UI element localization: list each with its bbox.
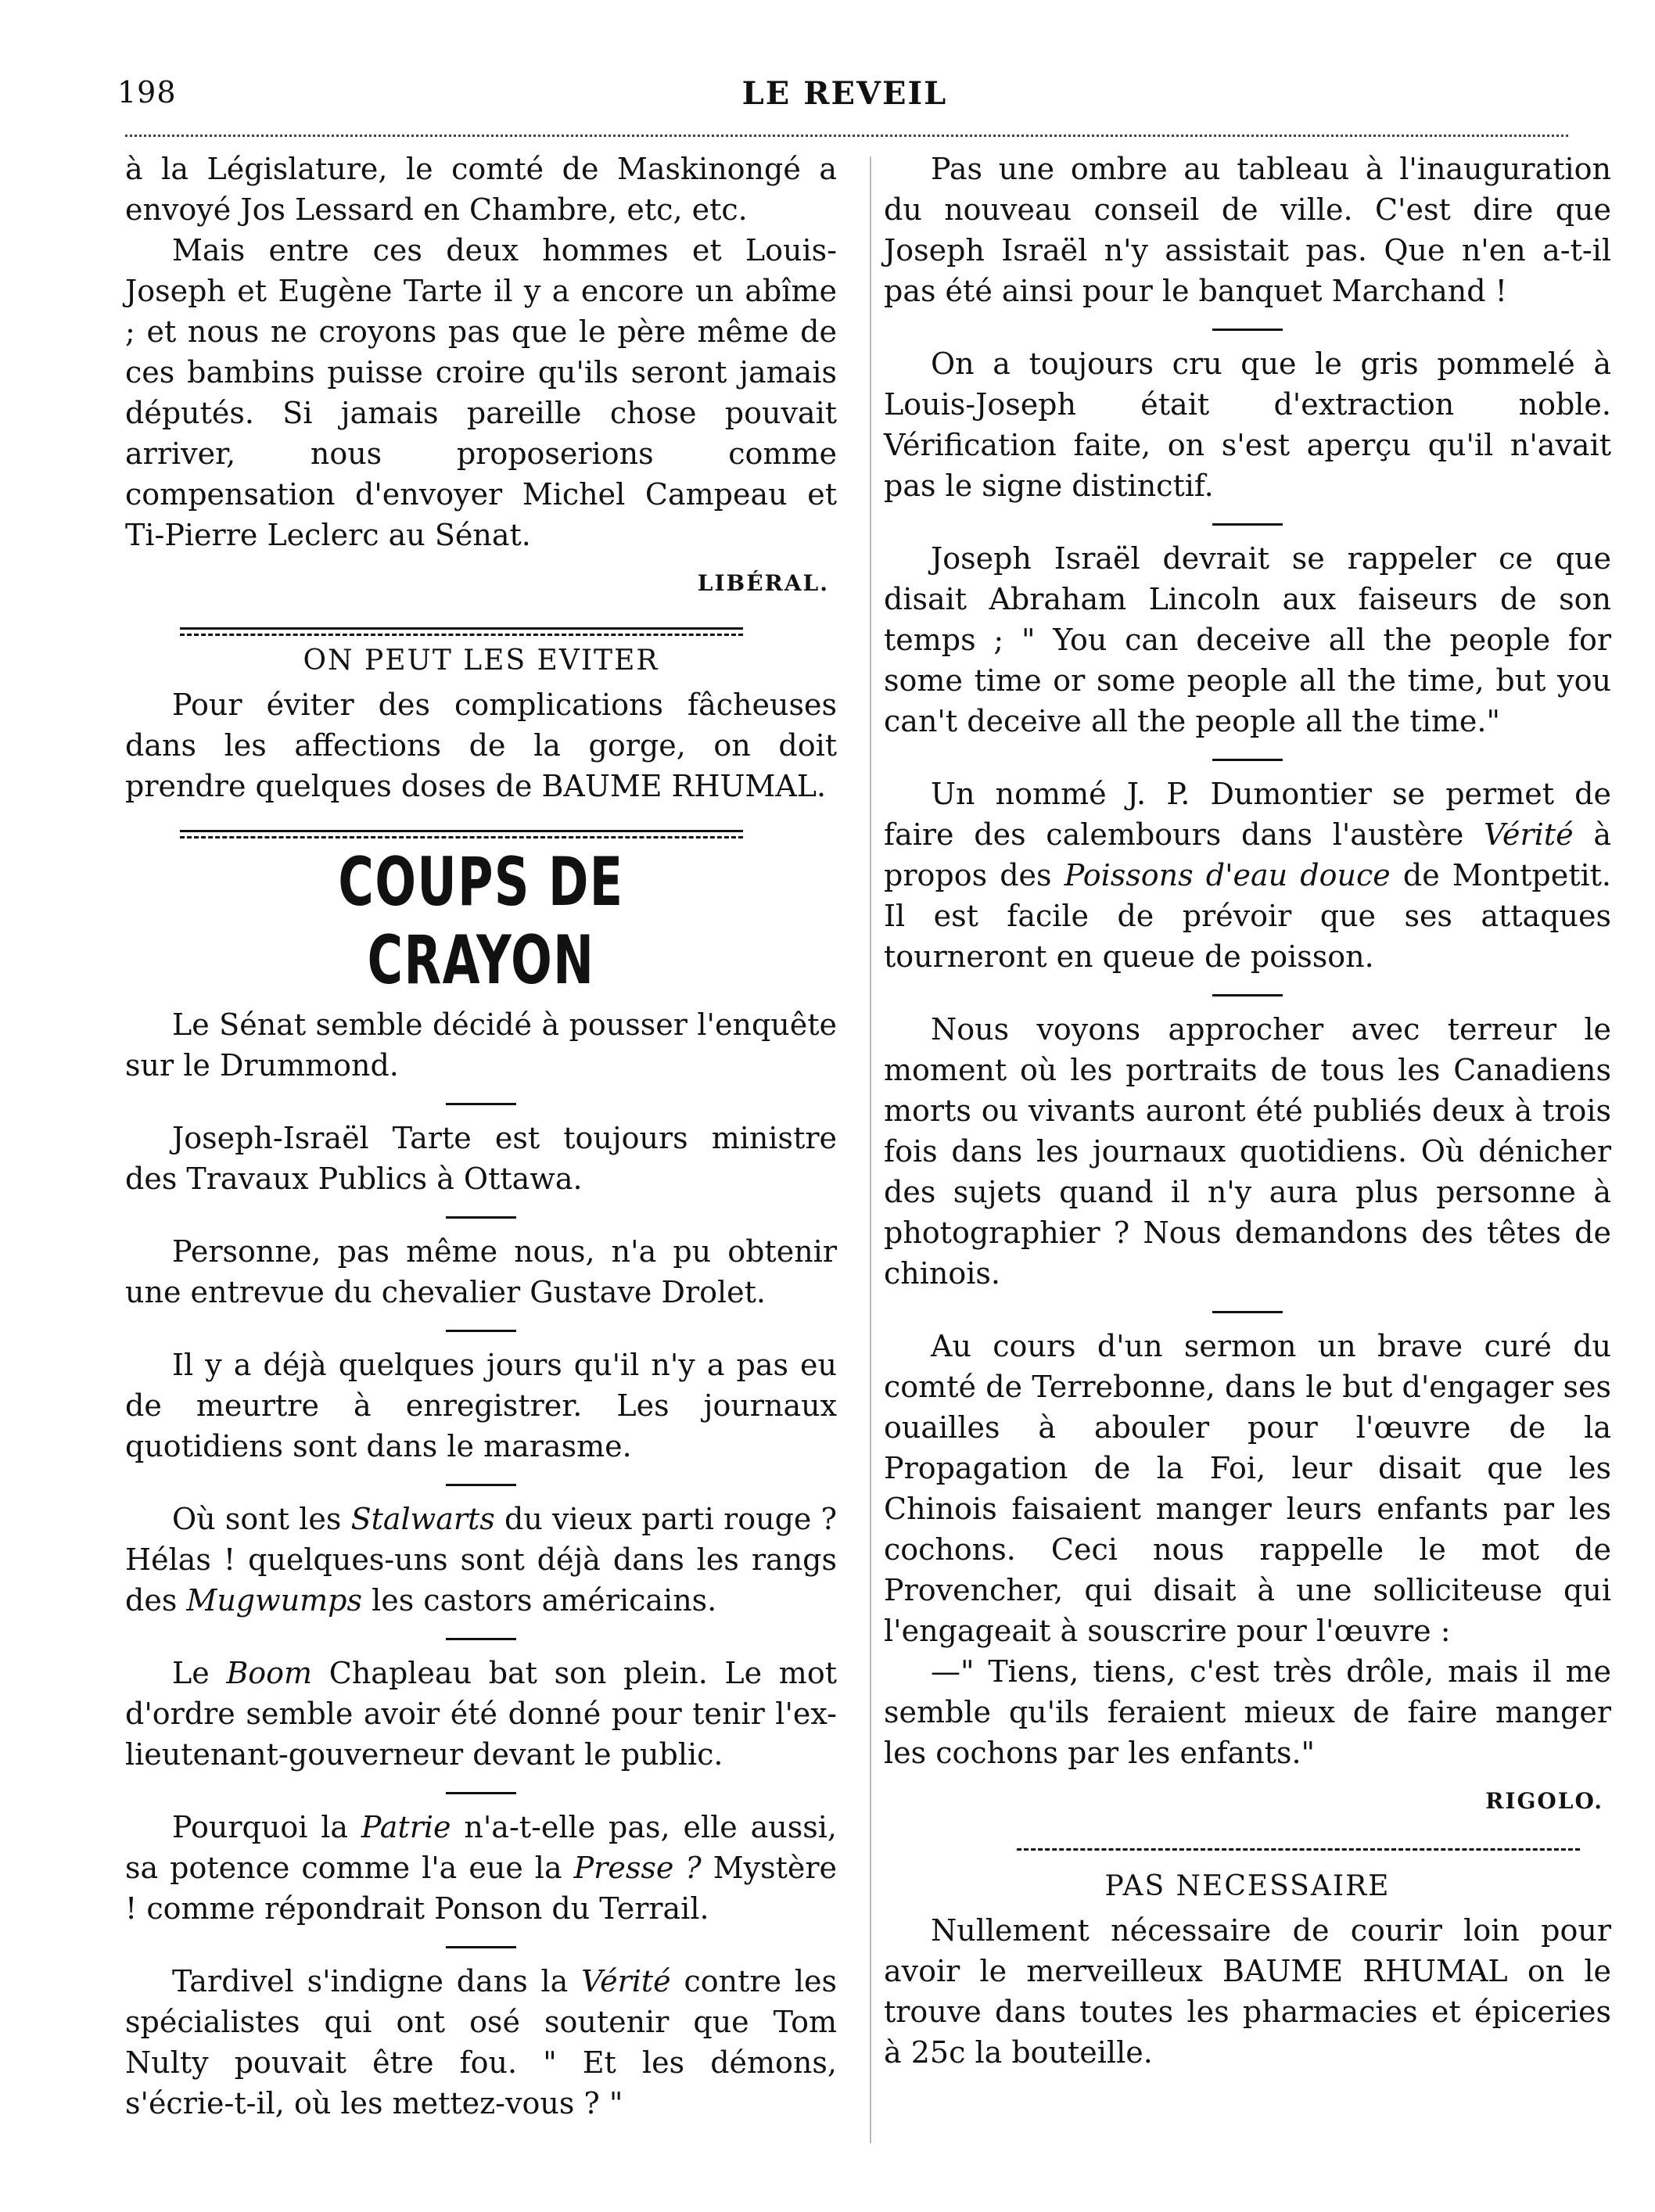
item-separator [1212, 329, 1283, 331]
news-item: Le Sénat semble décidé à pousser l'enquête sur le Drummond. [125, 1007, 837, 1083]
news-item: Au cours d'un sermon un brave curé du comté de Terrebonne, dans le but d'engager ses ouailles à abouler pour l'œuvre de la Propagation de la Foi, leur disait que les Chinois faisaient manger leurs enfants par les cochons. Ceci nous rappelle le mot de Provencher, qui disait à une solliciteuse qui l'engageait à souscrire pour l'œuvre : [884, 1329, 1611, 1648]
news-item [125, 1499, 837, 1621]
right-column [884, 149, 1611, 2073]
item-separator [446, 1330, 516, 1332]
news-item: Personne, pas même nous, n'a pu obtenir une entrevue du chevalier Gustave Drolet. [125, 1234, 837, 1309]
section-rule [180, 627, 743, 630]
text-run: Mystère ! comme répondrait Ponson du Terrail. [125, 1851, 837, 1926]
news-item [884, 774, 1611, 977]
item-separator [446, 1638, 516, 1640]
text-run: contre les spécialistes qui ont osé soutenir que Tom Nulty pouvait être fou. " Et les démons, s'écrie-t-il, où les mettez-vous ? " [125, 1964, 837, 2120]
ad-heading: PAS NECESSAIRE [1104, 1870, 1391, 1902]
text-run: Chapleau bat son plein. Le mot d'ordre semble avoir été donné pour tenir l'ex-lieutenant-gouverneur devant le public. [125, 1656, 837, 1772]
news-item: Pas une ombre au tableau à l'inauguration du nouveau conseil de ville. C'est dire que Joseph Israël n'y assistait pas. Que n'en a-t-il pas été ainsi pour le banquet Marchand ! [884, 152, 1611, 308]
italic-run: Mugwumps [186, 1583, 362, 1618]
signature: RIGOLO. [1485, 1788, 1603, 1814]
text-run: du vieux parti rouge ? Hélas ! quelques-uns sont déjà dans les rangs des [125, 1502, 837, 1618]
item-separator [1212, 759, 1283, 761]
item-separator [446, 1484, 516, 1486]
text-run: les castors américains. [361, 1583, 717, 1618]
ad-body: Nullement nécessaire de courir loin pour avoir le merveilleux BAUME RHUMAL on le trouve dans toutes les pharmacies et épiceries à 25c la bouteille. [884, 1913, 1611, 2070]
text-run: Le [172, 1656, 227, 1690]
italic-run: Vérité [581, 1964, 671, 1998]
intro-paragraph: Mais entre ces deux hommes et Louis-Joseph et Eugène Tarte il y a encore un abîme ; et nous ne croyons pas que le père même de ces bambins puisse croire qu'ils seront jamais députés. Si jamais pareille chose pouvait arriver, nous proposerions comme compensation d'envoyer Michel Campeau et Ti-Pierre Leclerc au Sénat. [125, 233, 837, 552]
quote-paragraph: —" Tiens, tiens, c'est très drôle, mais il me semble qu'ils feraient mieux de faire manger les cochons par les enfants." [884, 1654, 1611, 1770]
section-rule [180, 830, 743, 832]
signature: LIBÉRAL. [697, 570, 829, 596]
running-title: LE REVEIL [741, 75, 948, 112]
text-run: Pourquoi la [172, 1810, 361, 1844]
italic-run: Boom [226, 1656, 313, 1690]
item-separator [1212, 1311, 1283, 1313]
item-separator [446, 1946, 516, 1948]
text-run: Un nommé J. P. Dumontier se permet de faire des calembours dans l'austère [884, 777, 1611, 852]
intro-paragraph: à la Législature, le comté de Maskinongé a envoyé Jos Lessard en Chambre, etc, etc. [125, 152, 837, 227]
italic-run: Presse ? [573, 1851, 702, 1885]
italic-run: Patrie [361, 1810, 451, 1844]
page-number: 198 [117, 75, 177, 110]
section-title: COUPS DE CRAYON [338, 843, 624, 1000]
column-divider [870, 156, 871, 2143]
text-run: de Montpetit. Il est facile de prévoir que ses attaques tourneront en queue de poisson. [884, 858, 1612, 974]
news-item: Nous voyons approcher avec terreur le moment où les portraits de tous les Canadiens morts ou vivants auront été publiés deux à trois fois dans les journaux quotidiens. Où dénicher des sujets quand il n'y aura plus personne à photographier ? Nous demandons des têtes de chinois. [884, 1012, 1611, 1291]
text-run: à propos des [884, 817, 1611, 892]
section-rule [1017, 1848, 1580, 1851]
italic-run: Stalwarts [350, 1502, 495, 1536]
text-run: n'a-t-elle pas, elle aussi, sa potence comme l'a eue la [125, 1810, 837, 1885]
header-rule [125, 135, 1568, 137]
ad-heading: ON PEUT LES EVITER [303, 645, 659, 677]
text-run: Où sont les [172, 1502, 351, 1536]
italic-run: Vérité [1484, 817, 1574, 852]
italic-run: Poissons d'eau douce [1064, 858, 1391, 892]
item-separator [446, 1103, 516, 1105]
item-separator [1212, 994, 1283, 996]
news-item: Joseph Israël devrait se rappeler ce que disait Abraham Lincoln aux faiseurs de son temps ; " You can deceive all the people for some time or some people all the time, but you can't deceive all the people all the time." [884, 541, 1611, 738]
news-item [125, 1807, 837, 1929]
news-item: Joseph-Israël Tarte est toujours ministre des Travaux Publics à Ottawa. [125, 1121, 837, 1196]
item-separator [446, 1216, 516, 1219]
text-run: Tardivel s'indigne dans la [172, 1964, 582, 1998]
ad-body: Pour éviter des complications fâcheuses dans les affections de la gorge, on doit prendre quelques doses de BAUME RHUMAL. [125, 688, 837, 803]
news-item: On a toujours cru que le gris pommelé à Louis-Joseph était d'extraction noble. Vérification faite, on s'est aperçu qu'il n'avait pas le signe distinctif. [884, 347, 1611, 503]
left-column [125, 149, 837, 2124]
news-item: Il y a déjà quelques jours qu'il n'y a pas eu de meurtre à enregistrer. Les journaux quotidiens sont dans le marasme. [125, 1348, 837, 1463]
item-separator [446, 1792, 516, 1794]
news-item [125, 1961, 837, 2124]
page-header [117, 75, 1572, 122]
item-separator [1212, 523, 1283, 526]
news-item [125, 1653, 837, 1775]
